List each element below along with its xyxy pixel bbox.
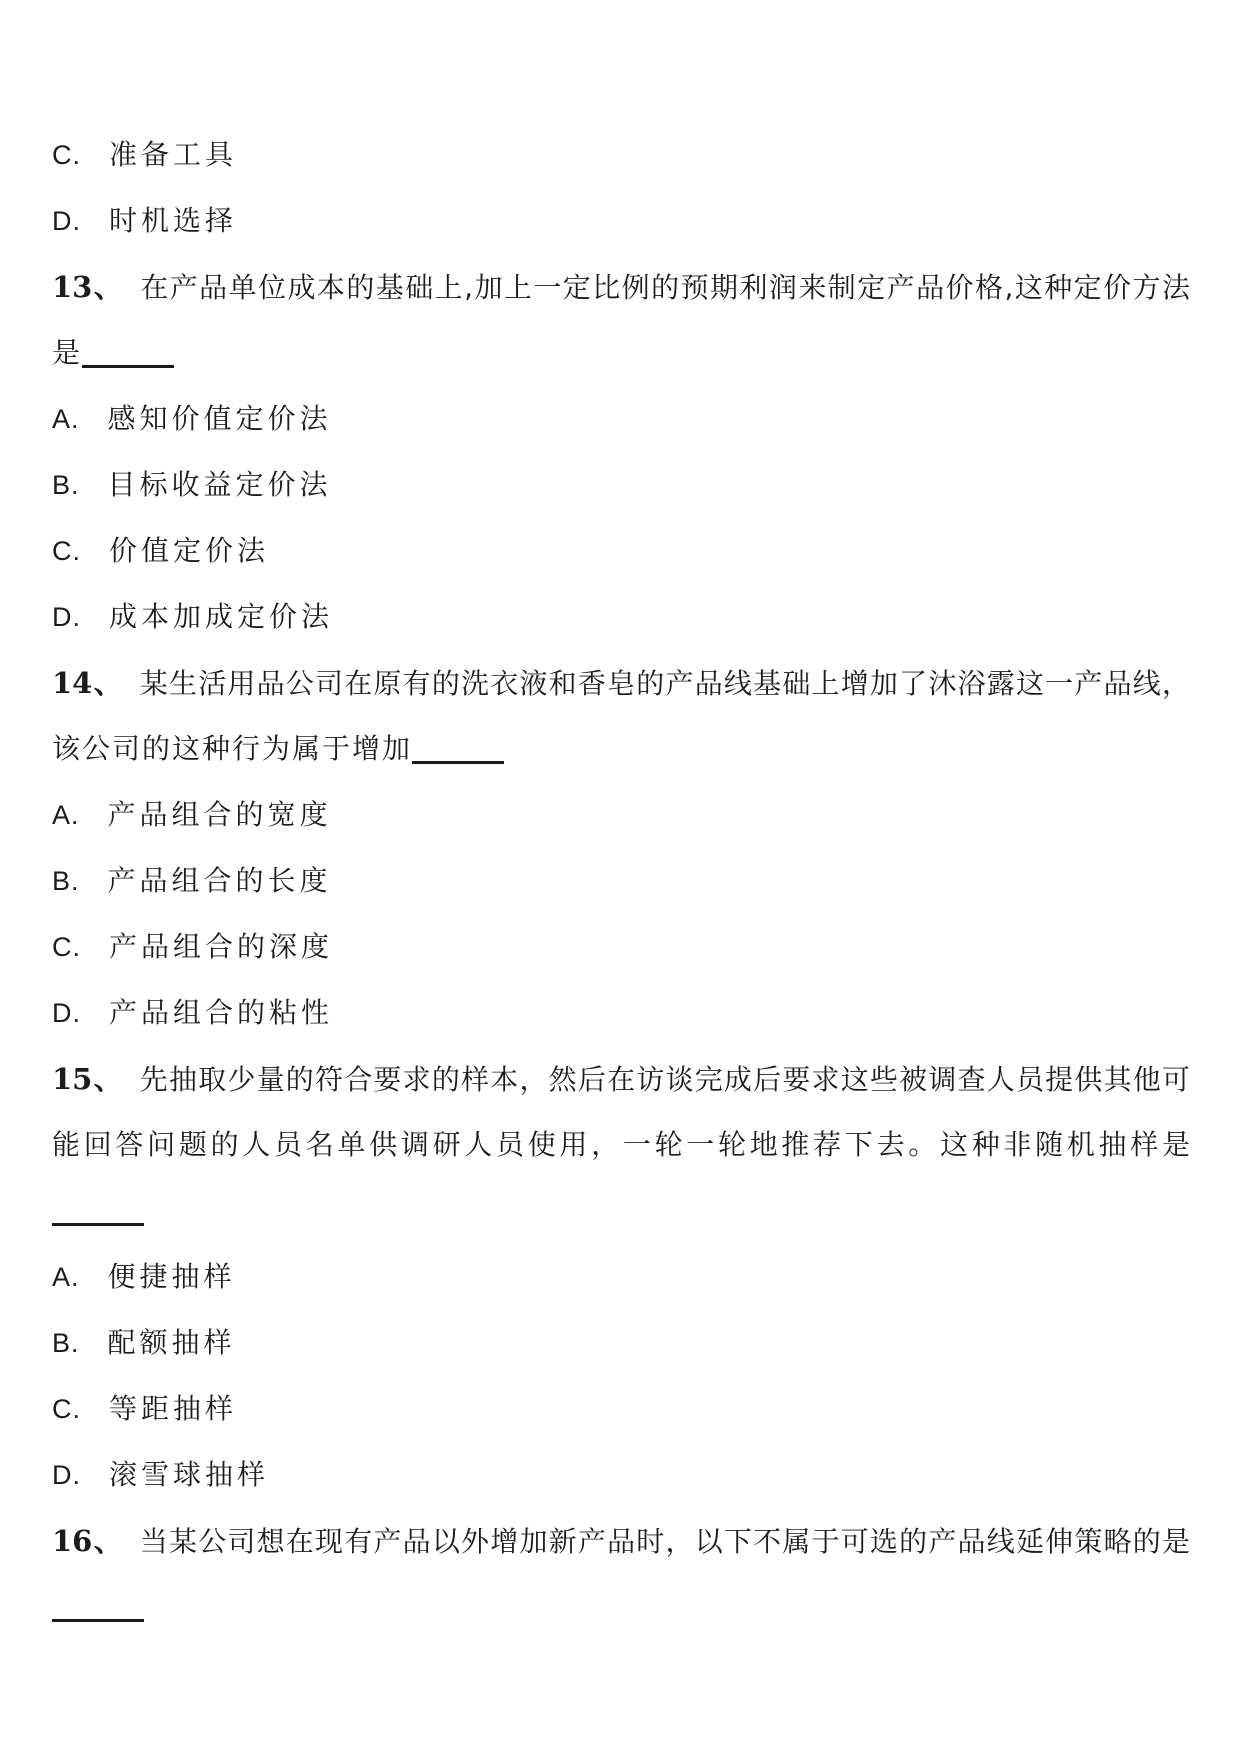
option-text: 滚雪球抽样 <box>109 1458 270 1491</box>
question-line <box>52 1046 1190 1112</box>
line-text: 是 <box>52 336 83 369</box>
option-line <box>52 1244 1190 1310</box>
option-text: 时机选择 <box>109 204 238 237</box>
option-label: D. <box>52 1460 81 1490</box>
question-text: 某生活用品公司在原有的洗衣液和香皂的产品线基础上增加了沐浴露这一产品线， <box>139 667 1190 700</box>
option-label: B. <box>52 1328 80 1358</box>
option-text: 准备工具 <box>109 138 238 171</box>
option-line <box>52 1310 1190 1376</box>
question-text: 当某公司想在现有产品以外增加新产品时，以下不属于可选的产品线延伸策略的是 <box>139 1525 1190 1558</box>
fill-line <box>52 1178 1190 1244</box>
question-text: 在产品单位成本的基础上,加上一定比例的预期利润来制定产品价格,这种定价方法 <box>140 271 1190 304</box>
question-line <box>52 254 1190 320</box>
option-label: C. <box>52 140 81 170</box>
blank-underline <box>82 359 174 368</box>
option-text: 等距抽样 <box>109 1392 238 1425</box>
option-label: D. <box>52 602 81 632</box>
option-label: C. <box>52 932 81 962</box>
question-text: 先抽取少量的符合要求的样本，然后在访谈完成后要求这些被调查人员提供其他可 <box>139 1063 1190 1096</box>
option-label: C. <box>52 536 81 566</box>
option-label: B. <box>52 866 80 896</box>
blank-underline <box>52 1613 144 1622</box>
option-label: A. <box>52 404 80 434</box>
option-label: C. <box>52 1394 81 1424</box>
option-text: 成本加成定价法 <box>109 600 334 633</box>
option-text: 产品组合的长度 <box>107 864 332 897</box>
option-line <box>52 122 1190 188</box>
option-label: B. <box>52 470 80 500</box>
option-line <box>52 848 1190 914</box>
question-line <box>52 650 1190 716</box>
question-number: 13、 <box>52 270 125 304</box>
option-line <box>52 980 1190 1046</box>
option-line <box>52 584 1190 650</box>
option-label: D. <box>52 998 81 1028</box>
fill-line <box>52 1574 1190 1640</box>
option-line <box>52 1442 1190 1508</box>
option-text: 便捷抽样 <box>107 1260 236 1293</box>
line-text: 该公司的这种行为属于增加 <box>52 732 413 765</box>
line-text: 能回答问题的人员名单供调研人员使用，一轮一轮地推荐下去。这种非随机抽样是 <box>52 1128 1190 1161</box>
option-line <box>52 518 1190 584</box>
blank-underline <box>52 1217 144 1226</box>
question-number: 15、 <box>52 1062 124 1096</box>
option-line <box>52 782 1190 848</box>
option-line <box>52 1376 1190 1442</box>
option-text: 目标收益定价法 <box>107 468 332 501</box>
option-line <box>52 914 1190 980</box>
question-number: 14、 <box>52 666 124 700</box>
option-text: 产品组合的深度 <box>109 930 334 963</box>
option-text: 价值定价法 <box>109 534 270 567</box>
option-text: 产品组合的粘性 <box>109 996 334 1029</box>
question-line <box>52 1508 1190 1574</box>
option-text: 配额抽样 <box>107 1326 236 1359</box>
option-line <box>52 188 1190 254</box>
fill-line <box>52 716 1190 782</box>
blank-underline <box>412 755 504 764</box>
continuation-line <box>52 1112 1190 1178</box>
option-line <box>52 452 1190 518</box>
option-text: 感知价值定价法 <box>107 402 332 435</box>
question-number: 16、 <box>52 1524 124 1558</box>
option-label: A. <box>52 800 80 830</box>
option-text: 产品组合的宽度 <box>107 798 332 831</box>
option-line <box>52 386 1190 452</box>
fill-line <box>52 320 1190 386</box>
option-label: D. <box>52 206 81 236</box>
option-label: A. <box>52 1262 80 1292</box>
